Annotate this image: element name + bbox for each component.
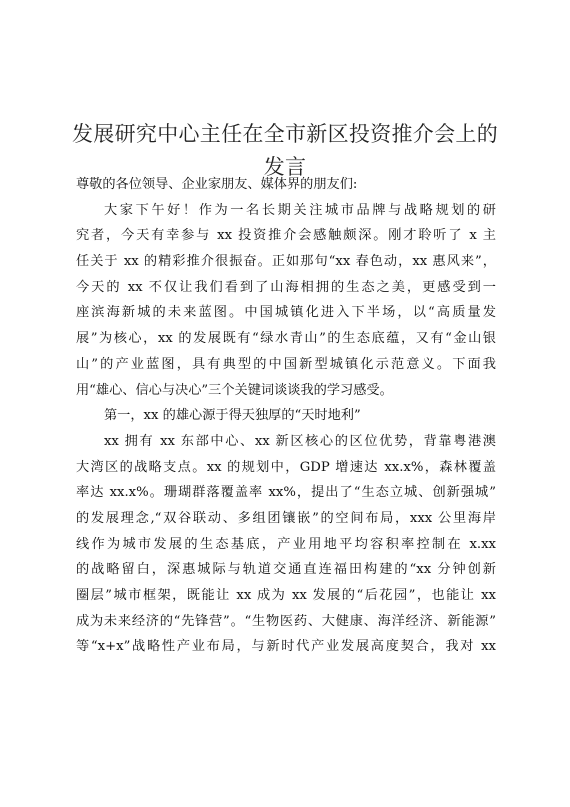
paragraph-line: 任关于 xx 的精彩推介很振奋。正如那句“xx 春色动，xx 惠风来”， (76, 254, 496, 270)
paragraph-line: 的发展理念,“双谷联动、多组团镶嵌”的空间布局，xxx 公里海岸 (76, 510, 496, 526)
section-heading: 第一，xx 的雄心源于得天独厚的“天时地利” (104, 408, 361, 424)
paragraph-line: 成为未来经济的“先锋营”。“生物医药、大健康、海洋经济、新能源” (76, 613, 496, 629)
paragraph-line: 座滨海新城的未来蓝图。中国城镇化进入下半场，以“高质量发 (76, 305, 496, 321)
paragraph-line: xx 拥有 xx 东部中心、xx 新区核心的区位优势，背靠粤港澳 (104, 433, 496, 449)
document-body (76, 172, 496, 660)
paragraph-line: 展”为核心，xx 的发展既有“绿水青山”的生态底蕴，又有“金山银 (76, 331, 496, 347)
paragraph-line: 大家下午好！作为一名长期关注城市品牌与战略规划的研 (104, 202, 496, 218)
paragraph-line: 圈层”城市框架，既能让 xx 成为 xx 发展的“后花园”，也能让 xx (76, 588, 496, 603)
title-line-2: 发言 (263, 155, 307, 180)
paragraph-line: 大湾区的战略支点。xx 的规划中，GDP 增速达 xx.x%，森林覆盖 (76, 459, 496, 475)
paragraph-line: 究者，今天有幸参与 xx 投资推介会感触颇深。刚才聆听了 x 主 (76, 228, 496, 244)
salutation: 尊敬的各位领导、企业家朋友、媒体界的朋友们: (76, 177, 358, 192)
paragraph-line: 用“雄心、信心与决心”三个关键词谈谈我的学习感受。 (76, 382, 393, 398)
title-line-1: 发展研究中心主任在全市新区投资推介会上的 (72, 122, 498, 147)
paragraph-line: 今天的 xx 不仅让我们看到了山海相拥的生态之美，更感受到一 (76, 279, 496, 295)
paragraph-line: 的战略留白，深惠城际与轨道交通直连福田构建的“xx 分钟创新 (76, 562, 496, 578)
paragraph-line: 线作为城市发展的生态基底，产业用地平均容积率控制在 x.xx (76, 536, 496, 552)
paragraph-line: 等“x+x”战略性产业布局，与新时代产业发展高度契合，我对 xx (76, 639, 496, 655)
paragraph-line: 率达 xx.x%。珊瑚群落覆盖率 xx%，提出了“生态立城、创新强城” (76, 485, 496, 501)
paragraph-line: 山”的产业蓝图，具有典型的中国新型城镇化示范意义。下面我 (76, 356, 496, 372)
